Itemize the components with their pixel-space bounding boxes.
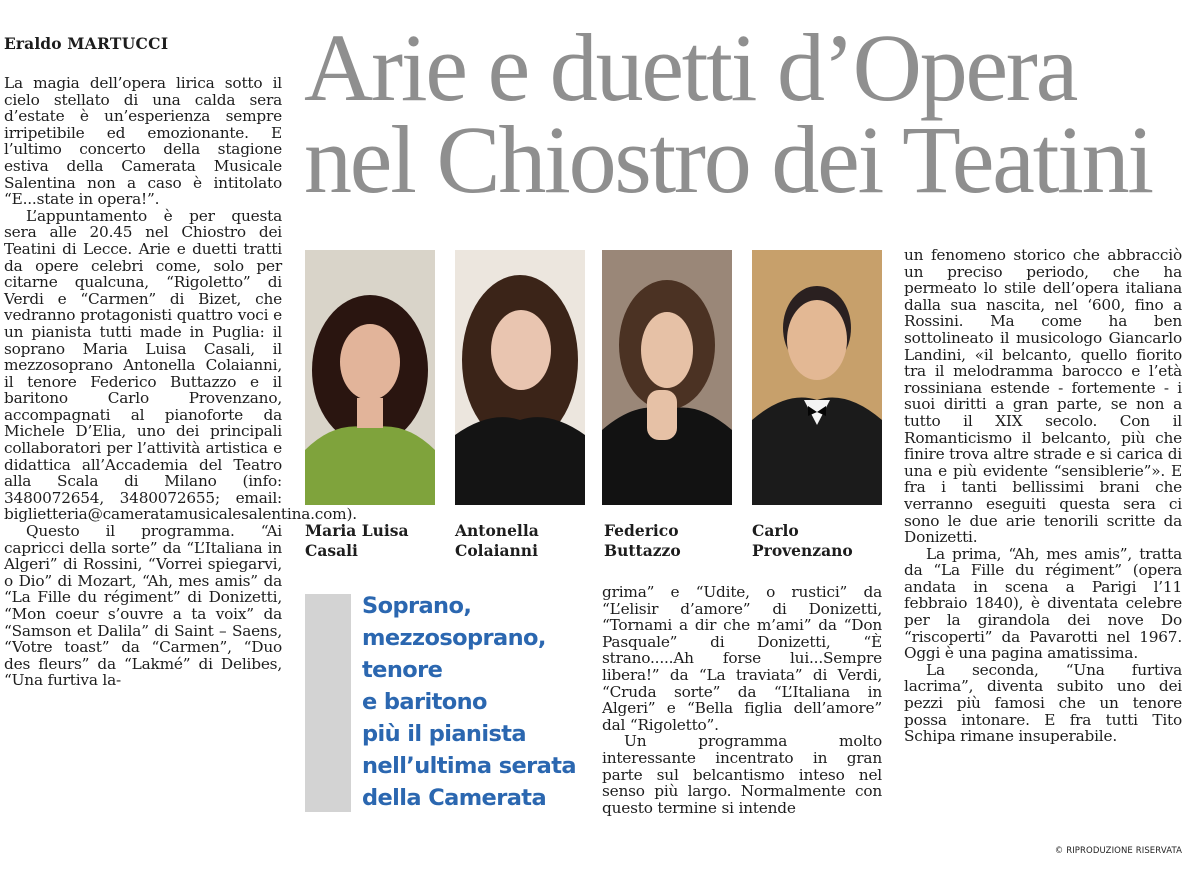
photo-caption	[752, 521, 853, 561]
photo-caption	[604, 521, 681, 561]
caption-line: Carlo	[752, 521, 799, 540]
pull-quote-bar	[305, 594, 351, 812]
caption-line: Provenzano	[752, 541, 853, 560]
byline-surname: MARTUCCI	[67, 34, 169, 53]
headline	[304, 14, 1194, 213]
copyright-notice: © RIPRODUZIONE RISERVATA	[1054, 846, 1182, 856]
caption-line: Buttazzo	[604, 541, 681, 560]
pull-quote-line: nell’ultima serata	[362, 753, 576, 779]
pull-quote-line: mezzosoprano,	[362, 625, 546, 651]
paragraph: Questo il programma. “Ai capricci della sorte” da “L’Italiana in Algeri” di Rossini, “Vorrei spiegarvi, o Dio” di Mozart, “Ah, mes amis” da “La Fille du régiment” di Donizetti, “Mon coeur s’ouvre a ta voix” da “Samson et Dalila” di Saint – Saens, “Votre toast” da “Carmen”, “Duo des fleurs” da “Lakmé” di Delibes, “Una furtiva la-	[4, 522, 282, 690]
headline-line-2: nel Chiostro dei Teatini	[304, 106, 1152, 213]
pull-quote	[362, 590, 597, 814]
paragraph: L’appuntamento è per questa sera alle 20.45 nel Chiostro dei Teatini di Lecce. Arie e duetti tratti da opere celebri come, solo per citarne qualcuna, “Rigoletto” di Verdi e “Carmen” di Bizet, che vedranno protagonisti quattro voci e un pianista tutti made in Puglia: il soprano Maria Luisa Casali, il mezzosoprano Antonella Colaianni, il tenore Federico Buttazzo e il baritono Carlo Provenzano, accompagnati al pianoforte da Michele D’Elia, uno dei principali collaboratori per l’attività artistica e didattica all’Accademia del Teatro alla Scala di Milano (info: 3480072654, 3480072655; email: biglietteria@cameratamusicalesalentina.com).	[4, 206, 357, 524]
paragraph: Un programma molto interessante incentrato in gran parte sul belcantismo inteso nel senso più largo. Normalmente con questo termine si intende	[602, 732, 882, 817]
photo-caption	[455, 521, 539, 561]
pull-quote-line: Soprano,	[362, 593, 472, 619]
portrait-photo-casali	[305, 250, 435, 505]
pull-quote-line: più il pianista	[362, 721, 526, 747]
caption-line: Antonella	[455, 521, 539, 540]
caption-line: Colaianni	[455, 541, 538, 560]
article-column-1	[4, 74, 357, 690]
portrait-photo-colaianni	[455, 250, 585, 505]
article-column-3	[602, 584, 882, 816]
portrait-photo-provenzano	[752, 250, 882, 505]
paragraph: La seconda, “Una furtiva lacrima”, diventa subito uno dei pezzi più famosi che un tenore possa intonare. E fra tutti Tito Schipa rimane insuperabile.	[904, 660, 1182, 746]
byline	[4, 34, 168, 53]
pull-quote-line: e baritono	[362, 689, 487, 715]
caption-line: Federico	[604, 521, 679, 540]
article-column-4	[904, 247, 1182, 745]
caption-line: Maria Luisa	[305, 521, 409, 540]
portrait-photo-buttazzo	[602, 250, 732, 505]
pull-quote-line: tenore	[362, 657, 443, 683]
paragraph: La prima, “Ah, mes amis”, tratta da “La Fille du régiment” (opera andata in scena a Parigi l’11 febbraio 1840), è diventata celebre per la girandola dei nove Do “riscoperti” da Pavarotti nel 1967. Oggi è una pagina amatissima.	[904, 544, 1182, 663]
headline-line-1: Arie e duetti d’Opera	[304, 14, 1077, 121]
byline-first-name: Eraldo	[4, 34, 62, 53]
photo-caption	[305, 521, 409, 561]
paragraph: un fenomeno storico che abbracciò un preciso periodo, che ha permeato lo stile dell’opera italiana dalla sua nascita, nel ‘600, fino a Rossini. Ma come ha ben sottolineato il musicologo Giancarlo Landini, «il belcanto, quello fiorito tra il melodramma barocco e l’età rossiniana estende - fortemente - i suoi diritti a gran parte, se non a tutto il XIX secolo. Con il Romanticismo il belcanto, più che finire trova altre strade e si carica di una e più evidente “sensiblerie”». E fra i tanti bellissimi brani che verranno eseguiti questa sera ci sono le due arie tenorili scritte da Donizetti.	[904, 246, 1182, 547]
paragraph: grima” e “Udite, o rustici” da “L’elisir d’amore” di Donizetti, “Tornami a dir che m’ami” da “Don Pasquale” di Donizetti, “È strano.....Ah forse lui...Sempre libera!” da “La traviata” di Verdi, “Cruda sorte” da “L’Italiana in Algeri” e “Bella figlia dell’amore” dal “Rigoletto”.	[602, 583, 882, 734]
paragraph: La magia dell’opera lirica sotto il cielo stellato di una calda sera d’estate è un’esperienza sempre irripetibile ed emozionante. E l’ultimo concerto della stagione estiva della Camerata Musicale Salentina non a caso è intitolato “E...state in opera!”.	[4, 74, 282, 209]
caption-line: Casali	[305, 541, 358, 560]
pull-quote-line: della Camerata	[362, 785, 547, 811]
